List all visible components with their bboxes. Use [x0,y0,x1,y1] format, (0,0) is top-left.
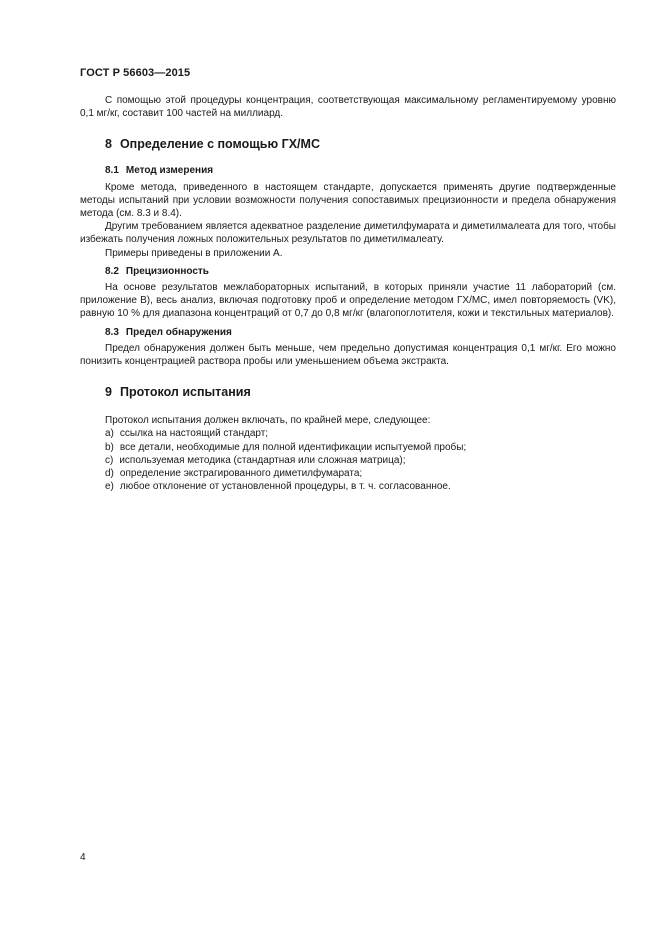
subsection-number: 8.3 [105,326,119,338]
list-item [80,427,616,440]
intro-paragraph: С помощью этой процедуры концентрация, соответствующая максимальному регламентируемому уровню 0,1 мг/кг, составит 100 частей на миллиард. [80,95,616,120]
list-letter: e) [105,481,114,493]
list-letter: b) [105,441,114,453]
section-number: 9 [105,385,112,400]
subsection-title: Метод измерения [125,165,214,177]
section-8-heading [80,137,616,152]
subsection-number: 8.1 [105,165,119,177]
paragraph: На основе результатов межлабораторных испытаний, в которых приняли участие 11 лабораторий (см. приложение В), весь анализ, включая подготовку проб и определение методом ГХ/МС, имел повторяемость (VK), равную 10 % для диапазона концентраций от 0,7 до 0,8 мг/кг (влагопоглотителя, кожи и текстильных материалов). [80,282,616,320]
subsection-8-3-heading [80,326,616,339]
section-title: Определение с помощью ГХ/МС [119,137,320,152]
subsection-number: 8.2 [105,265,119,277]
list-letter: c) [105,454,114,466]
protocol-list [80,427,616,493]
list-text: используемая методика (стандартная или сложная матрица); [119,454,406,466]
list-text: все детали, необходимые для полной идентификации испытуемой пробы; [119,441,467,453]
subsection-8-1-heading [80,164,616,177]
paragraph: Предел обнаружения должен быть меньше, чем предельно допустимая концентрация 0,1 мг/кг. Его можно понизить концентрацией раствора пробы или уменьшением объема экстракта. [80,342,616,368]
paragraph: Кроме метода, приведенного в настоящем стандарте, допускается применять другие подтвержденные методы испытаний при условии возможности получения сопоставимых прецизионности и предела обнаружения метода (см. 8.3 и 8.4). [80,181,616,220]
list-item [80,480,616,493]
list-item [80,467,616,480]
subsection-title: Предел обнаружения [125,326,232,338]
list-item [80,454,616,467]
section-9-heading [80,385,616,400]
section-title: Протокол испытания [119,385,251,400]
list-text: ссылка на настоящий стандарт; [119,428,269,440]
list-letter: d) [105,468,114,480]
subsection-8-2-heading [80,265,616,278]
document-header: ГОСТ Р 56603—2015 [80,67,191,79]
paragraph: Другим требованием является адекватное разделение диметилфумарата и диметилмалеата для того, чтобы избежать получения ложных положительных результатов по диметилмалеату. [80,221,616,246]
section-number: 8 [105,137,112,152]
page-number: 4 [80,852,86,863]
paragraph: Примеры приведены в приложении А. [105,247,283,259]
list-item [80,441,616,454]
paragraph: Протокол испытания должен включать, по крайней мере, следующее: [105,415,431,427]
list-text: любое отклонение от установленной процедуры, в т. ч. согласованное. [119,481,451,493]
list-letter: a) [105,428,114,440]
list-text: определение экстрагированного диметилфумарата; [119,468,363,480]
document-body [80,94,616,493]
subsection-title: Прецизионность [125,265,209,277]
